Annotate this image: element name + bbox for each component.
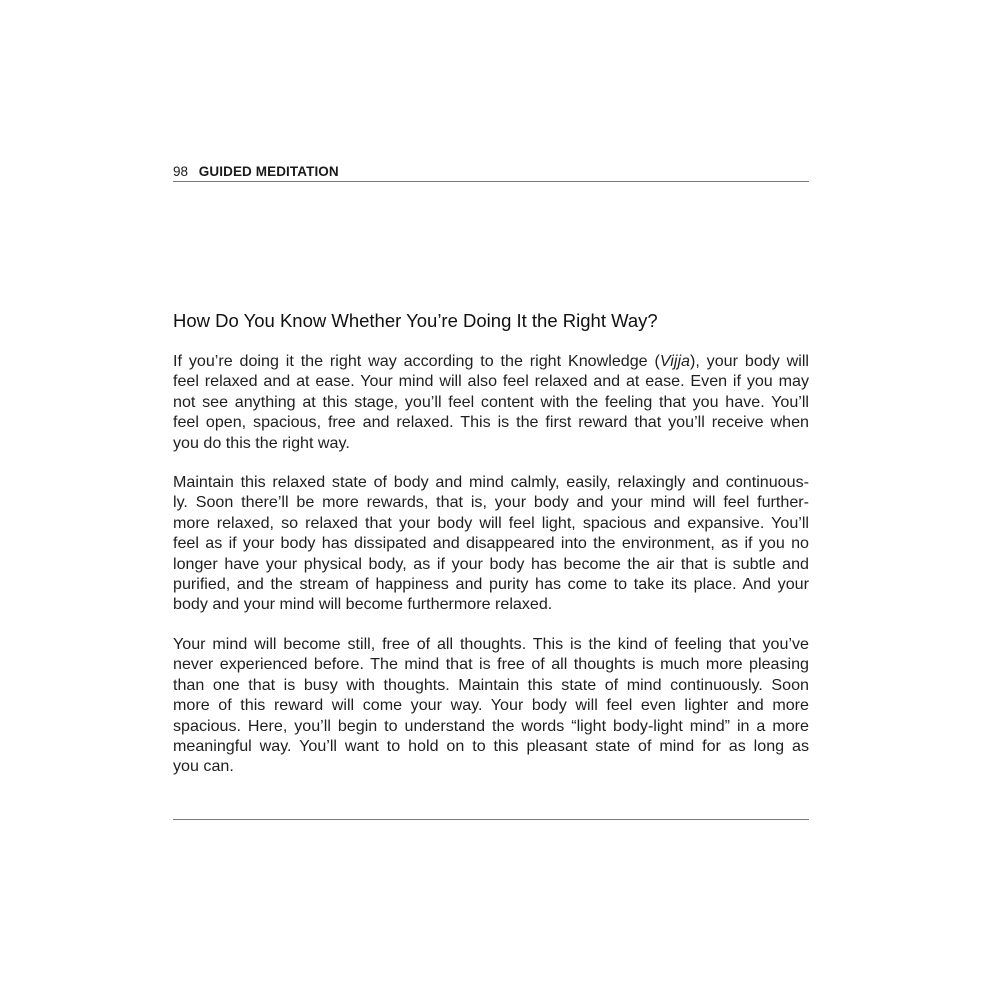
paragraph-1 — [173, 351, 809, 453]
header-rule — [173, 181, 809, 182]
paragraph-1-line-5: you do this the right way. — [173, 433, 350, 452]
vijja-term: Vijja — [659, 352, 690, 370]
footer-rule — [173, 819, 809, 820]
paragraph-3-line: never experienced before. The mind that is free of all thoughts is much more pleasing — [173, 655, 809, 674]
paragraph-3 — [173, 634, 809, 777]
paragraph-2-line: purified, and the stream of happiness and purity has come to take its place. And your — [173, 575, 809, 594]
line-1-end: ), your body will — [689, 352, 809, 370]
paragraph-3-line: meaningful way. You’ll want to hold on to this pleasant state of mind for as long as — [173, 737, 809, 756]
paragraph-2-line: Maintain this relaxed state of body and mind calmly, easily, relaxingly and continuous- — [173, 473, 809, 491]
paragraph-3-line: spacious. Here, you’ll begin to understand the words “light body-light mind” in a more — [173, 716, 809, 735]
section-heading: How Do You Know Whether You’re Doing It the Right Way? — [173, 310, 658, 331]
paragraph-3-line: Your mind will become still, free of all thoughts. This is the kind of feeling that you’ve — [173, 635, 809, 653]
paragraph-1-line-4: feel open, spacious, free and relaxed. This is the first reward that you’ll receive when — [173, 413, 809, 432]
line-1-start: If you’re doing it the right way according to the right Knowledge ( — [173, 352, 660, 370]
paragraph-2 — [173, 472, 809, 615]
paragraph-1-line-3: not see anything at this stage, you’ll feel content with the feeling that you have. You’ll — [173, 392, 809, 411]
paragraph-2-line: longer have your physical body, as if your body has become the air that is subtle and — [173, 554, 809, 573]
running-title: GUIDED MEDITATION — [198, 164, 339, 179]
paragraph-3-line: than one that is busy with thoughts. Maintain this state of mind continuously. Soon — [173, 675, 809, 694]
paragraph-2-line: more relaxed, so relaxed that your body will feel light, spacious and expansive. You’ll — [173, 513, 809, 532]
page-number: 98 — [173, 164, 189, 179]
paragraph-2-line: body and your mind will become furthermore relaxed. — [173, 595, 553, 614]
running-header — [173, 163, 809, 181]
paragraph-2-line: ly. Soon there’ll be more rewards, that is, your body and your mind will feel further- — [173, 493, 809, 512]
paragraph-3-line: you can. — [173, 757, 234, 776]
paragraph-2-line: feel as if your body has dissipated and disappeared into the environment, as if you no — [173, 534, 809, 553]
paragraph-1-line-2: feel relaxed and at ease. Your mind will also feel relaxed and at ease. Even if you may — [173, 372, 809, 391]
paragraph-1-line-1 — [173, 351, 809, 371]
paragraph-3-line: more of this reward will come your way. Your body will feel even lighter and more — [173, 696, 809, 715]
